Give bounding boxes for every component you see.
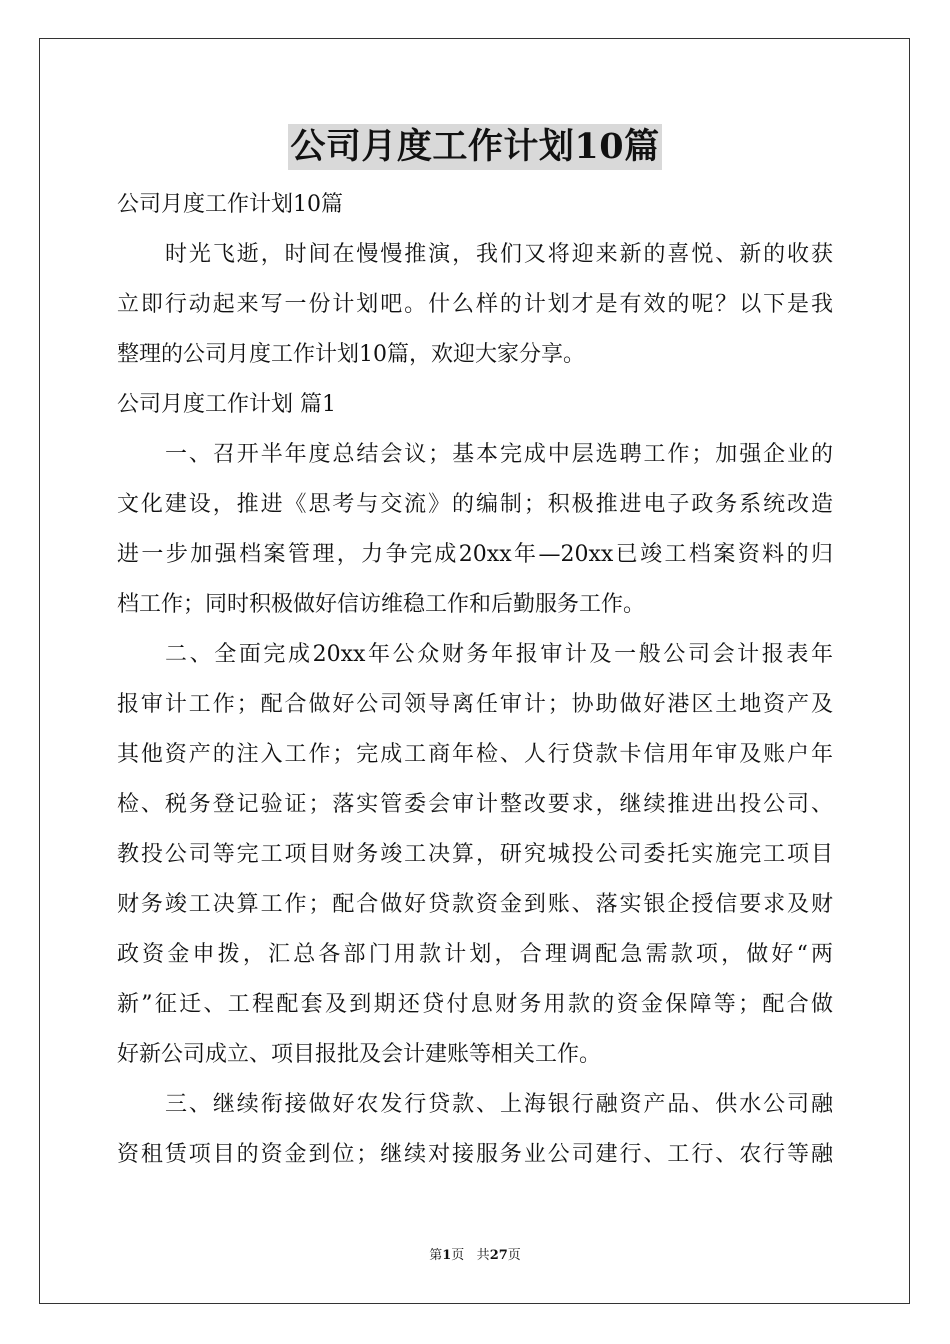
text-line: 二、全面完成20xx年公众财务年报审计及一般公司会计报表年 bbox=[165, 642, 833, 667]
text-line: 一、召开半年度总结会议；基本完成中层选聘工作；加强企业的 bbox=[165, 442, 833, 467]
footer-total-suffix: 页 bbox=[507, 1248, 521, 1263]
document-title: 公司月度工作计划10篇 bbox=[288, 124, 661, 170]
page-footer bbox=[0, 1246, 950, 1266]
footer-page-number: 1 bbox=[442, 1248, 452, 1263]
text-line: 财务竣工决算工作；配合做好贷款资金到账、落实银企授信要求及财 bbox=[117, 892, 833, 917]
text-line: 档工作；同时积极做好信访维稳工作和后勤服务工作。 bbox=[117, 592, 646, 617]
text-line: 政资金申拨，汇总各部门用款计划，合理调配急需款项，做好“两 bbox=[117, 942, 833, 967]
document-body bbox=[117, 180, 833, 1180]
text-line: 三、继续衔接做好农发行贷款、上海银行融资产品、供水公司融 bbox=[165, 1092, 833, 1117]
text-line: 文化建设，推进《思考与交流》的编制；积极推进电子政务系统改造 bbox=[117, 492, 833, 517]
text-line: 其他资产的注入工作；完成工商年检、人行贷款卡信用年审及账户年 bbox=[117, 742, 833, 767]
text-line: 公司月度工作计划10篇 bbox=[117, 192, 343, 217]
text-line: 立即行动起来写一份计划吧。什么样的计划才是有效的呢？以下是我 bbox=[117, 292, 833, 317]
text-line: 新”征迁、工程配套及到期还贷付息财务用款的资金保障等；配合做 bbox=[117, 992, 833, 1017]
text-line: 教投公司等完工项目财务竣工决算，研究城投公司委托实施完工项目 bbox=[117, 842, 833, 867]
text-line: 资租赁项目的资金到位；继续对接服务业公司建行、工行、农行等融 bbox=[117, 1142, 833, 1167]
footer-page-prefix: 第 bbox=[429, 1248, 443, 1263]
text-line: 进一步加强档案管理，力争完成20xx年—20xx已竣工档案资料的归 bbox=[117, 542, 833, 567]
text-line: 公司月度工作计划 篇1 bbox=[117, 392, 336, 417]
footer-total-prefix: 共 bbox=[476, 1248, 490, 1263]
title-container bbox=[0, 124, 950, 170]
footer-total-pages: 27 bbox=[489, 1248, 508, 1263]
text-line: 报审计工作；配合做好公司领导离任审计；协助做好港区土地资产及 bbox=[117, 692, 833, 717]
footer-page-suffix: 页 bbox=[451, 1248, 465, 1263]
text-line: 时光飞逝，时间在慢慢推演，我们又将迎来新的喜悦、新的收获 bbox=[165, 242, 833, 267]
text-line: 检、税务登记验证；落实管委会审计整改要求，继续推进出投公司、 bbox=[117, 792, 833, 817]
text-line: 整理的公司月度工作计划10篇，欢迎大家分享。 bbox=[117, 342, 585, 367]
text-line: 好新公司成立、项目报批及会计建账等相关工作。 bbox=[117, 1042, 602, 1067]
